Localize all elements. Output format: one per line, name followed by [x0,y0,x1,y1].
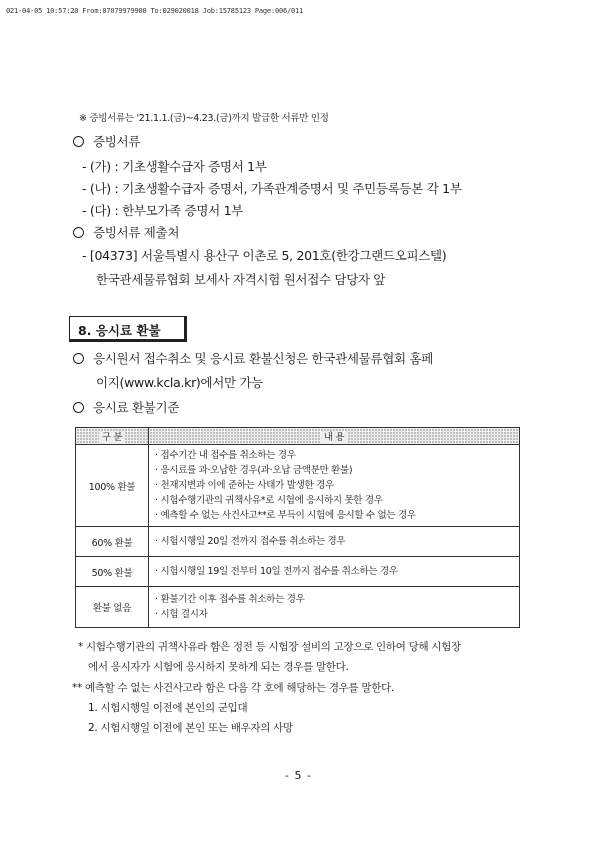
content-line: · 시험수행기관의 귀책사유*로 시험에 응시하지 못한 경우 [155,495,383,506]
table-row [76,527,520,557]
footnote-fault: * 시험수행기관의 귀책사유라 함은 정전 등 시험장 설비의 고장으로 인하여 당해 시험장 [78,641,461,653]
footnote-fault-cont: 에서 응시자가 시험에 응시하지 못하게 되는 경우를 말한다. [88,661,349,673]
row-category: 환불 없음 [76,587,149,628]
content-line: · 예측할 수 없는 사건사고**로 부득이 시험에 응시할 수 없는 경우 [155,510,416,521]
content-line: · 시험시행일 19일 전부터 10일 전까지 접수를 취소하는 경우 [155,566,398,577]
circle-bullet-icon [73,353,84,364]
table-row [76,445,520,527]
fax-header: 021-04-05 10:57:20 From:07079979900 To:029020018 Job:15785123 Page:006/011 [6,7,304,15]
refund-channel-text-cont: 이지(www.kcla.kr)에서만 가능 [96,375,264,390]
refund-channel-text: 응시원서 접수취소 및 응시료 환불신청은 한국관세물류협회 홈페 [73,349,433,367]
footnote-accident-item: 1. 시험시행일 이전에 본인의 군입대 [88,702,248,714]
row-contents [149,527,520,557]
content-line: · 천재지변과 이에 준하는 사태가 발생한 경우 [155,480,334,491]
footnote-accident-item: 2. 시험시행일 이전에 본인 또는 배우자의 사망 [88,722,293,734]
submission-recipient: 한국관세물류협회 보세사 자격시험 원서접수 담당자 앞 [96,272,386,287]
circle-bullet-icon [73,402,84,413]
content-line: · 환불기간 이후 접수를 취소하는 경우 [155,594,305,605]
submission-heading: 증빙서류 제출처 [73,223,179,241]
refund-table [75,427,520,628]
proof-item: - (가) : 기초생활수급자 증명서 1부 [82,159,267,174]
page-number: - 5 - [285,769,312,782]
row-contents [149,587,520,628]
table-row [76,587,520,628]
top-note: ※ 증빙서류는 '21.1.1.(금)~4.23.(금)까지 발급한 서류만 인정 [79,113,329,124]
row-contents [149,445,520,527]
proof-item: - (다) : 한부모가족 증명서 1부 [82,203,244,218]
content-line: · 시험 결시자 [155,609,208,620]
row-contents [149,557,520,587]
row-category: 60% 환불 [76,527,149,557]
proof-item: - (나) : 기초생활수급자 증명서, 가족관계증명서 및 주민등록등본 각 1부 [82,181,462,196]
table-header-row [76,428,520,445]
section-title: 8. 응시료 환불 [69,316,187,342]
content-line: · 접수기간 내 접수를 취소하는 경우 [155,450,296,461]
header-category: 구 분 [76,428,149,445]
circle-bullet-icon [73,136,84,147]
circle-bullet-icon [73,227,84,238]
footnote-accident: ** 예측할 수 없는 사건사고라 함은 다음 각 호에 해당하는 경우를 말한다. [72,682,394,694]
content-line: · 응시료를 과·오납한 경우(과·오납 금액분만 환불) [155,465,353,476]
row-category: 50% 환불 [76,557,149,587]
header-content: 내 용 [149,428,520,445]
table-row [76,557,520,587]
submission-address: - [04373] 서울특별시 용산구 이촌로 5, 201호(한강그랜드오피스텔) [82,248,447,263]
content-line: · 시험시행일 20일 전까지 접수를 취소하는 경우 [155,536,346,547]
refund-criteria-heading: 응시료 환불기준 [73,398,179,416]
row-category: 100% 환불 [76,445,149,527]
proof-docs-heading: 증빙서류 [73,132,140,150]
